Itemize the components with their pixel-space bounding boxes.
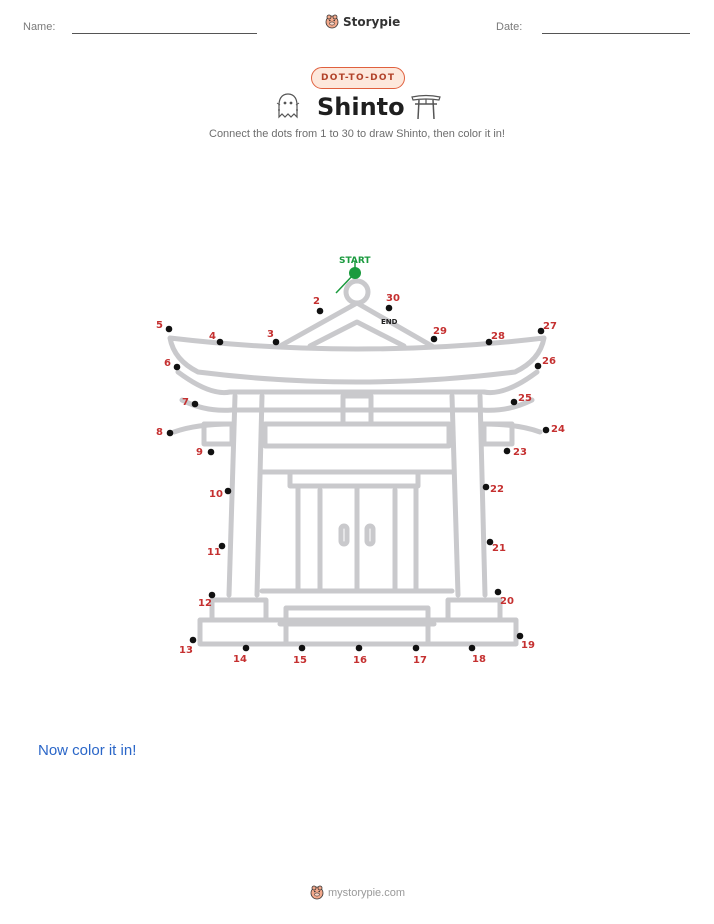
dot-number-9: 9 bbox=[196, 447, 203, 458]
dot-number-26: 26 bbox=[542, 356, 556, 367]
dot-19[interactable] bbox=[517, 633, 524, 640]
dot-number-22: 22 bbox=[490, 484, 504, 495]
dot-18[interactable] bbox=[469, 645, 476, 652]
dot-number-5: 5 bbox=[156, 320, 163, 331]
dot-2[interactable] bbox=[317, 308, 324, 315]
dot-30[interactable] bbox=[386, 305, 393, 312]
dot-number-13: 13 bbox=[179, 645, 193, 656]
dot-number-4: 4 bbox=[209, 331, 216, 342]
color-prompt: Now color it in! bbox=[38, 742, 137, 759]
dot-5[interactable] bbox=[166, 326, 173, 333]
dot-10[interactable] bbox=[225, 488, 232, 495]
dot-to-dot-badge: DOT-TO-DOT bbox=[311, 67, 405, 89]
dot-14[interactable] bbox=[243, 645, 250, 652]
brand-name: Storypie bbox=[343, 15, 401, 29]
dot-6[interactable] bbox=[174, 364, 181, 371]
dot-number-23: 23 bbox=[513, 447, 527, 458]
dot-number-6: 6 bbox=[164, 358, 171, 369]
dot-number-17: 17 bbox=[413, 655, 427, 666]
dot-15[interactable] bbox=[299, 645, 306, 652]
dot-9[interactable] bbox=[208, 449, 215, 456]
dot-number-27: 27 bbox=[543, 321, 557, 332]
dot-20[interactable] bbox=[495, 589, 502, 596]
pig-mascot-icon bbox=[310, 885, 324, 901]
dot-4[interactable] bbox=[217, 339, 224, 346]
dot-number-15: 15 bbox=[293, 655, 307, 666]
dot-number-30: 30 bbox=[386, 293, 400, 304]
dot-number-19: 19 bbox=[521, 640, 535, 651]
date-label: Date: bbox=[496, 21, 523, 33]
dot-number-29: 29 bbox=[433, 326, 447, 337]
shrine-outline bbox=[170, 281, 544, 644]
dot-number-14: 14 bbox=[233, 654, 247, 665]
dot-number-3: 3 bbox=[267, 329, 274, 340]
dot-22[interactable] bbox=[483, 484, 490, 491]
page-title: Shinto bbox=[317, 93, 405, 121]
dot-number-21: 21 bbox=[492, 543, 506, 554]
dot-26[interactable] bbox=[535, 363, 542, 370]
name-label: Name: bbox=[23, 21, 56, 33]
dot-23[interactable] bbox=[504, 448, 511, 455]
dot-number-24: 24 bbox=[551, 424, 565, 435]
dot-7[interactable] bbox=[192, 401, 199, 408]
dot-25[interactable] bbox=[511, 399, 518, 406]
end-label: END bbox=[381, 318, 398, 326]
dot-number-2: 2 bbox=[313, 296, 320, 307]
dot-number-7: 7 bbox=[182, 397, 189, 408]
footer-site[interactable]: mystorypie.com bbox=[328, 887, 406, 899]
dot-16[interactable] bbox=[356, 645, 363, 652]
start-label: START bbox=[339, 256, 371, 266]
dot-number-12: 12 bbox=[198, 598, 212, 609]
dot-number-16: 16 bbox=[353, 655, 367, 666]
dot-number-28: 28 bbox=[491, 331, 505, 342]
instructions: Connect the dots from 1 to 30 to draw Shinto, then color it in! bbox=[209, 128, 505, 140]
dot-13[interactable] bbox=[190, 637, 197, 644]
start-dot[interactable] bbox=[349, 267, 361, 279]
dot-8[interactable] bbox=[167, 430, 174, 437]
dot-number-20: 20 bbox=[500, 596, 514, 607]
dot-24[interactable] bbox=[543, 427, 550, 434]
dot-number-25: 25 bbox=[518, 393, 532, 404]
dot-number-8: 8 bbox=[156, 427, 163, 438]
dot-number-10: 10 bbox=[209, 489, 223, 500]
dot-17[interactable] bbox=[413, 645, 420, 652]
dot-number-11: 11 bbox=[207, 547, 221, 558]
footer bbox=[310, 885, 405, 901]
dot-number-18: 18 bbox=[472, 654, 486, 665]
